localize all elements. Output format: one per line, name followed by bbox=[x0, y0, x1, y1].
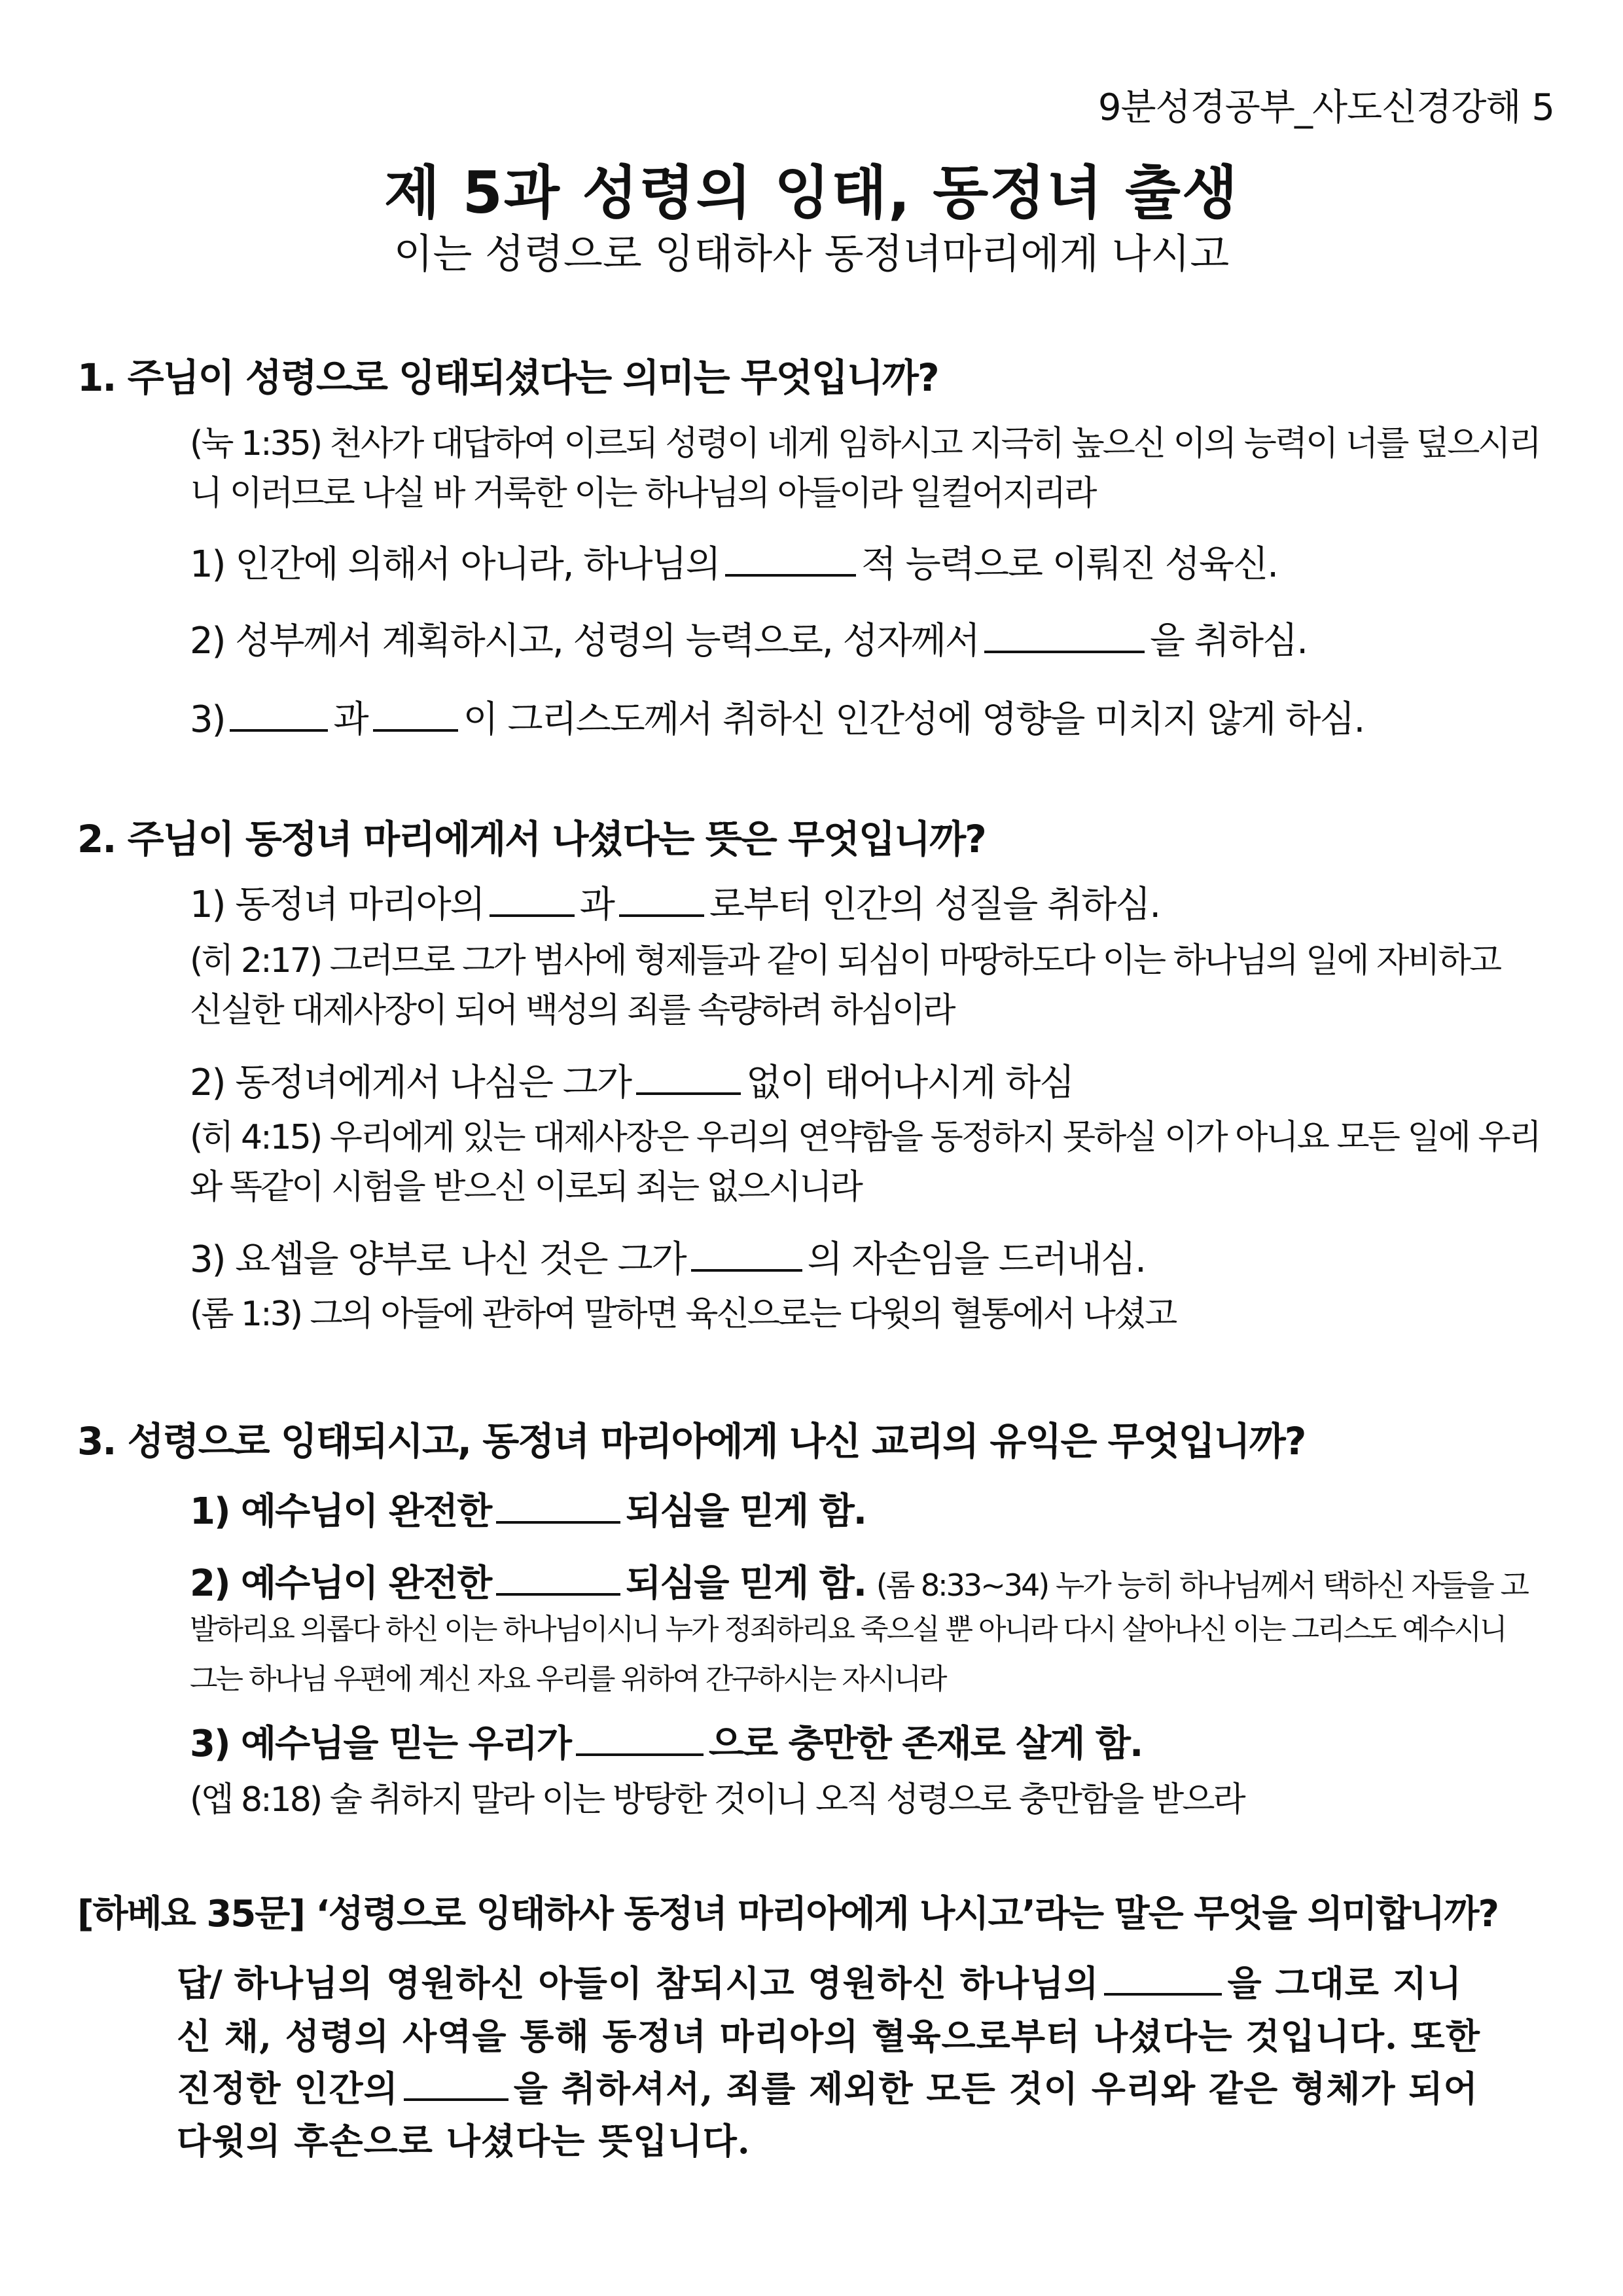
answer-line-4: 다윗의 후손으로 나셨다는 뜻입니다. bbox=[177, 2120, 751, 2162]
heidelberg-answer bbox=[177, 1957, 1551, 2167]
item-text: 로부터 인간의 성질을 취하심. bbox=[709, 884, 1160, 926]
section-1-verse-line1: (눅 1:35) 천사가 대답하여 이르되 성령이 네게 임하시고 지극히 높으신 이의 능력이 너를 덮으시리 bbox=[190, 424, 1540, 463]
item-text: 이 그리스도께서 취하신 인간성에 영향을 미치지 않게 하심. bbox=[463, 698, 1364, 741]
section-2-verse-2-line1: (히 4:15) 우리에게 있는 대제사장은 우리의 연약함을 동정하지 못하실 이가 아니요 모든 일에 우리 bbox=[190, 1118, 1540, 1157]
fill-blank[interactable] bbox=[496, 1520, 620, 1524]
answer-text: 하나님의 영원하신 아들이 참되시고 영원하신 하나님의 bbox=[234, 1962, 1099, 2004]
fill-blank[interactable] bbox=[490, 914, 575, 917]
heidelberg-question: [하베요 35문] ‘성령으로 잉태하사 동정녀 마리아에게 나시고’라는 말은 무엇을 의미합니까? bbox=[77, 1893, 1498, 1935]
item-text: 2) 성부께서 계획하시고, 성령의 능력으로, 성자께서 bbox=[190, 620, 980, 662]
section-2-verse-1-line2: 신실한 대제사장이 되어 백성의 죄를 속량하려 하심이라 bbox=[190, 991, 954, 1030]
fill-blank[interactable] bbox=[230, 728, 328, 732]
section-3-heading: 3. 성령으로 잉태되시고, 동정녀 마리아에게 나신 교리의 유익은 무엇입니까? bbox=[77, 1419, 1306, 1463]
fill-blank[interactable] bbox=[576, 1753, 704, 1756]
section-2-verse-1-line1: (히 2:17) 그러므로 그가 범사에 형제들과 같이 되심이 마땅하도다 이는 하나님의 일에 자비하고 bbox=[190, 941, 1501, 980]
section-1-item-3 bbox=[190, 691, 1364, 743]
item-text: 의 자손임을 드러내심. bbox=[807, 1238, 1145, 1281]
fill-blank[interactable] bbox=[984, 650, 1145, 653]
item-text: 1) 동정녀 마리아의 bbox=[190, 884, 484, 926]
fill-blank[interactable] bbox=[496, 1592, 620, 1596]
section-1-item-1 bbox=[190, 535, 1277, 588]
item-text: 없이 태어나시게 하심 bbox=[745, 1062, 1074, 1104]
item-text: 1) 예수님이 완전한 bbox=[190, 1490, 491, 1533]
fill-blank[interactable] bbox=[404, 2098, 508, 2101]
item-2-verse-start: (롬 8:33~34) 누가 능히 하나님께서 택하신 자들을 고 bbox=[876, 1568, 1527, 1603]
item-text: 2) 동정녀에게서 나심은 그가 bbox=[190, 1062, 631, 1104]
section-2-verse-3: (롬 1:3) 그의 아들에 관하여 말하면 육신으로는 다윗의 혈통에서 나셨고 bbox=[190, 1295, 1176, 1334]
fill-blank[interactable] bbox=[373, 728, 458, 732]
section-2-item-2 bbox=[190, 1054, 1073, 1106]
item-text: 적 능력으로 이뤄진 성육신. bbox=[861, 543, 1277, 586]
section-2-heading: 2. 주님이 동정녀 마리에게서 나셨다는 뜻은 무엇입니까? bbox=[77, 817, 986, 861]
section-1-item-2 bbox=[190, 612, 1307, 664]
item-text: 3) bbox=[190, 698, 225, 741]
item-text: 되심을 믿게 함. bbox=[626, 1562, 866, 1605]
section-1-verse-line2: 니 이러므로 나실 바 거룩한 이는 하나님의 아들이라 일컬어지리라 bbox=[190, 474, 1096, 513]
fill-blank[interactable] bbox=[1104, 1992, 1222, 1996]
answer-text: 을 취하셔서, 죄를 제외한 모든 것이 우리와 같은 형체가 되어 bbox=[513, 2068, 1478, 2109]
section-2-verse-2-line2: 와 똑같이 시험을 받으신 이로되 죄는 없으시니라 bbox=[190, 1168, 861, 1207]
fill-blank[interactable] bbox=[619, 914, 704, 917]
fill-blank[interactable] bbox=[636, 1092, 741, 1095]
section-2-item-3 bbox=[190, 1230, 1145, 1283]
section-3-item-3 bbox=[190, 1715, 1142, 1767]
page-subtitle: 이는 성령으로 잉태하사 동정녀마리에게 나시고 bbox=[393, 230, 1230, 278]
answer-text: 진정한 인간의 bbox=[177, 2068, 399, 2109]
answer-line-2: 신 채, 성령의 사역을 통해 동정녀 마리아의 혈육으로부터 나셨다는 것입니다. 또한 bbox=[177, 2015, 1481, 2057]
item-text: 으로 충만한 존재로 살게 함. bbox=[708, 1723, 1143, 1765]
item-text: 되심을 믿게 함. bbox=[626, 1490, 866, 1533]
fill-blank[interactable] bbox=[691, 1268, 802, 1272]
section-3-verse-2-line2: 발하리요 의롭다 하신 이는 하나님이시니 누가 정죄하리요 죽으실 뿐 아니라 다시 살아나신 이는 그리스도 예수시니 bbox=[190, 1613, 1506, 1646]
series-label: 9분성경공부_사도신경강해 5 bbox=[1097, 86, 1554, 129]
section-2-item-1 bbox=[190, 876, 1160, 928]
answer-lead: 답/ bbox=[177, 1963, 221, 2004]
item-text: 과 bbox=[333, 698, 368, 741]
item-text: 1) 인간에 의해서 아니라, 하나님의 bbox=[190, 543, 720, 586]
answer-text: 을 그대로 지니 bbox=[1227, 1962, 1463, 2004]
fill-blank[interactable] bbox=[725, 573, 856, 577]
item-text: 2) 예수님이 완전한 bbox=[190, 1562, 491, 1605]
page-title: 제 5과 성령의 잉태, 동정녀 출생 bbox=[384, 159, 1239, 226]
item-text: 을 취하심. bbox=[1150, 620, 1308, 662]
answer-line-3 bbox=[177, 2062, 1551, 2115]
item-text: 3) 예수님을 믿는 우리가 bbox=[190, 1723, 571, 1765]
answer-line-1 bbox=[177, 1957, 1551, 2010]
section-3-item-1 bbox=[190, 1482, 866, 1535]
section-3-verse-2-line3: 그는 하나님 우편에 계신 자요 우리를 위하여 간구하시는 자시니라 bbox=[190, 1662, 946, 1696]
item-text: 3) 요셉을 양부로 나신 것은 그가 bbox=[190, 1238, 686, 1281]
item-text: 과 bbox=[579, 884, 614, 926]
section-3-item-2 bbox=[190, 1554, 1527, 1607]
section-3-verse-3: (엡 8:18) 술 취하지 말라 이는 방탕한 것이니 오직 성령으로 충만함을 받으라 bbox=[190, 1780, 1244, 1820]
section-1-heading: 1. 주님이 성령으로 잉태되셨다는 의미는 무엇입니까? bbox=[77, 355, 938, 400]
